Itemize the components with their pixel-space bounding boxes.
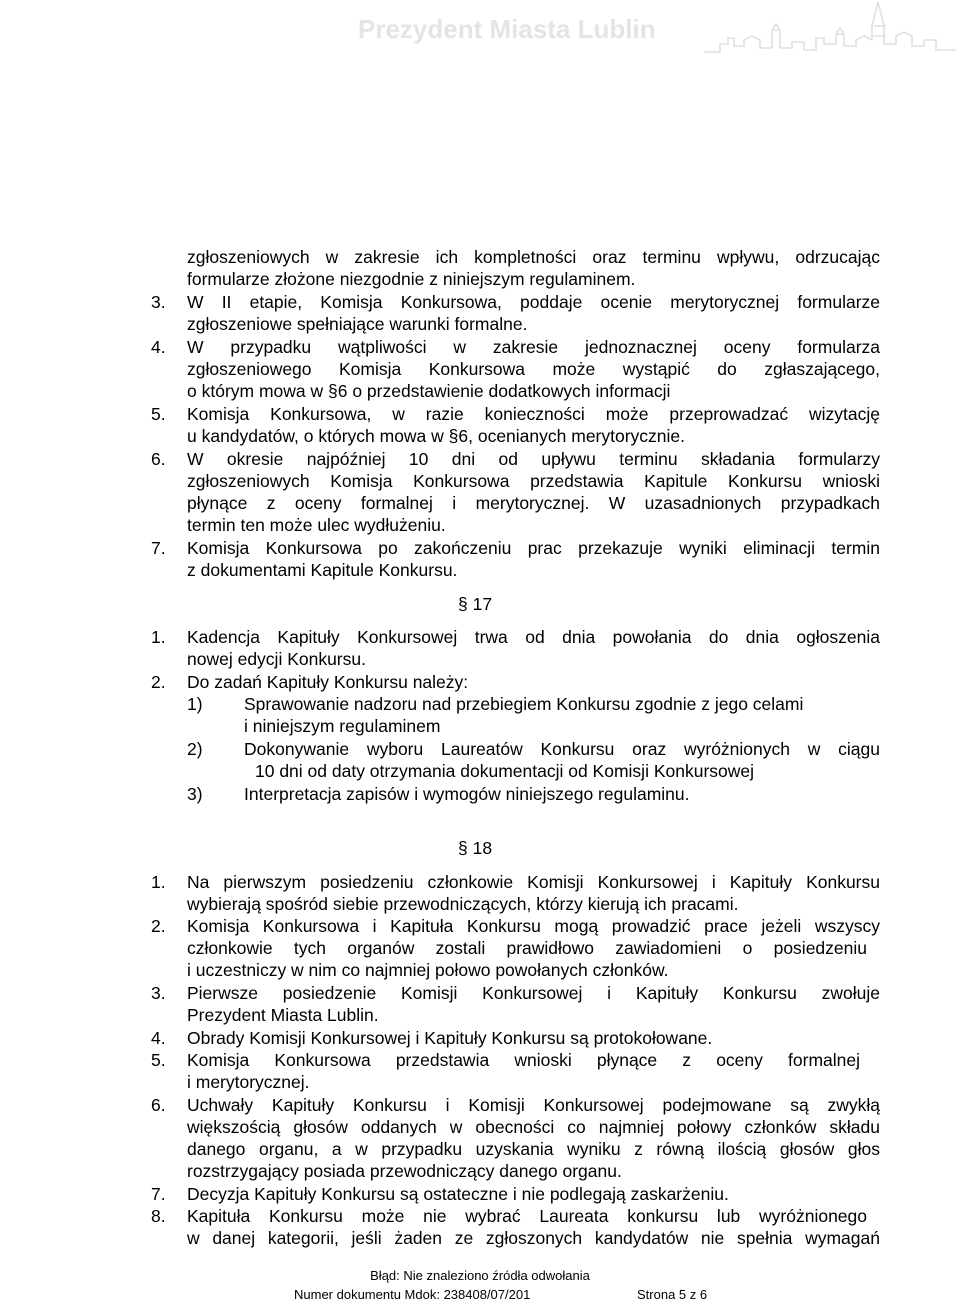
line-text: w danej kategorii, jeśli żaden ze zgłoszonych kandydatów nie spełnia wymagań <box>187 1228 880 1248</box>
line-text: płynące z oceny formalnej i merytorycznej. W uzasadnionych przypadkach <box>187 493 880 513</box>
sub-number: 3) <box>187 784 203 804</box>
line-text: Pierwsze posiedzenie Komisji Konkursowej i Kapituły Konkursu zwołuje <box>187 983 880 1003</box>
list-number: 5. <box>151 1050 166 1070</box>
line-text: i uczestniczy w nim co najmniej połowo powołanych członków. <box>187 960 669 980</box>
line-text: Komisja Konkursowa przedstawia wnioski płynące z oceny formalnej <box>187 1050 860 1070</box>
line-text: u kandydatów, o których mowa w §6, ocenianych merytorycznie. <box>187 426 686 446</box>
list-number: 7. <box>151 538 166 558</box>
list-number: 3. <box>151 983 166 1003</box>
line-text: Komisja Konkursowa, w razie konieczności może przeprowadzać wizytację <box>187 404 880 424</box>
line-text: zgłoszeniowe spełniające warunki formalne. <box>187 314 528 334</box>
line-text: W przypadku wątpliwości w zakresie jednoznacznej oceny formularza <box>187 337 880 357</box>
city-skyline-logo <box>700 0 960 70</box>
line-text: formularze złożone niezgodnie z niniejszym regulaminem. <box>187 269 636 289</box>
list-number: 1. <box>151 872 166 892</box>
line-text: termin ten może ulec wydłużeniu. <box>187 515 446 535</box>
line-text: nowej edycji Konkursu. <box>187 649 366 669</box>
line-text: Prezydent Miasta Lublin. <box>187 1005 379 1025</box>
line-text: Na pierwszym posiedzeniu członkowie Komisji Konkursowej i Kapituły Konkursu <box>187 872 880 892</box>
line-text: danego organu, a w przypadku uzyskania wyniku z równą ilością głosów głos <box>187 1139 880 1159</box>
line-text: Do zadań Kapituły Konkursu należy: <box>187 672 469 692</box>
footer-document-number: Numer dokumentu Mdok: 238408/07/201 <box>294 1287 531 1302</box>
line-text: Interpretacja zapisów i wymogów niniejszego regulaminu. <box>244 784 690 804</box>
sub-number: 1) <box>187 694 203 714</box>
list-number: 4. <box>151 337 166 357</box>
footer-error-reference: Błąd: Nie znaleziono źródła odwołania <box>370 1268 590 1283</box>
paragraph-number: § 17 <box>458 594 493 614</box>
line-text: Komisja Konkursowa po zakończeniu prac przekazuje wyniki eliminacji termin <box>187 538 880 558</box>
list-number: 5. <box>151 404 166 424</box>
list-number: 6. <box>151 449 166 469</box>
line-text: zgłoszeniowego Komisja Konkursowa może wystąpić do zgłaszającego, <box>187 359 880 379</box>
line-text: członkowie tych organów zostali prawidłowo zawiadomieni o posiedzeniu <box>187 938 867 958</box>
line-text: Komisja Konkursowa i Kapituła Konkursu mogą prowadzić prace jeżeli wszyscy <box>187 916 880 936</box>
line-text: i merytorycznej. <box>187 1072 310 1092</box>
list-number: 2. <box>151 672 166 692</box>
header-title: Prezydent Miasta Lublin <box>358 14 656 44</box>
line-text: zgłoszeniowych w zakresie ich kompletności oraz terminu wpływu, odrzucając <box>187 247 880 267</box>
sub-number: 2) <box>187 739 203 759</box>
line-text: W II etapie, Komisja Konkursowa, poddaje ocenie merytorycznej formularze <box>187 292 880 312</box>
line-text: rozstrzygający posiada przewodniczący danego organu. <box>187 1161 622 1181</box>
list-number: 3. <box>151 292 166 312</box>
line-text: z dokumentami Kapitule Konkursu. <box>187 560 458 580</box>
list-number: 4. <box>151 1028 166 1048</box>
line-text: Kadencja Kapituły Konkursowej trwa od dnia powołania do dnia ogłoszenia <box>187 627 880 647</box>
line-text: Uchwały Kapituły Konkursu i Komisji Konkursowej podejmowane są zwykłą <box>187 1095 880 1115</box>
line-text: Obrady Komisji Konkursowej i Kapituły Konkursu są protokołowane. <box>187 1028 713 1048</box>
line-text: Decyzja Kapituły Konkursu są ostateczne i nie podlegają zaskarżeniu. <box>187 1184 729 1204</box>
line-text: W okresie najpóźniej 10 dni od upływu terminu składania formularzy <box>187 449 880 469</box>
line-text: większością głosów oddanych w obecności co najmniej połowy członków składu <box>187 1117 880 1137</box>
line-text: Kapituła Konkursu może nie wybrać Laureata konkursu lub wyróżnionego <box>187 1206 867 1226</box>
paragraph-number: § 18 <box>458 838 493 858</box>
line-text: i niniejszym regulaminem <box>244 716 441 736</box>
line-text: 10 dni od daty otrzymania dokumentacji od Komisji Konkursowej <box>255 761 755 781</box>
line-text: Dokonywanie wyboru Laureatów Konkursu oraz wyróżnionych w ciągu <box>244 739 880 759</box>
list-number: 7. <box>151 1184 166 1204</box>
footer-page-number: Strona 5 z 6 <box>637 1287 708 1302</box>
line-text: zgłoszeniowych Komisja Konkursowa przedstawia Kapitule Konkursu wnioski <box>187 471 880 491</box>
line-text: o którym mowa w §6 o przedstawienie dodatkowych informacji <box>187 381 671 401</box>
list-number: 8. <box>151 1206 166 1226</box>
list-number: 1. <box>151 627 166 647</box>
list-number: 6. <box>151 1095 166 1115</box>
line-text: wybierają spośród siebie przewodniczących, którzy kierują ich pracami. <box>187 894 739 914</box>
line-text: Sprawowanie nadzoru nad przebiegiem Konkursu zgodnie z jego celami <box>244 694 804 714</box>
list-number: 2. <box>151 916 166 936</box>
